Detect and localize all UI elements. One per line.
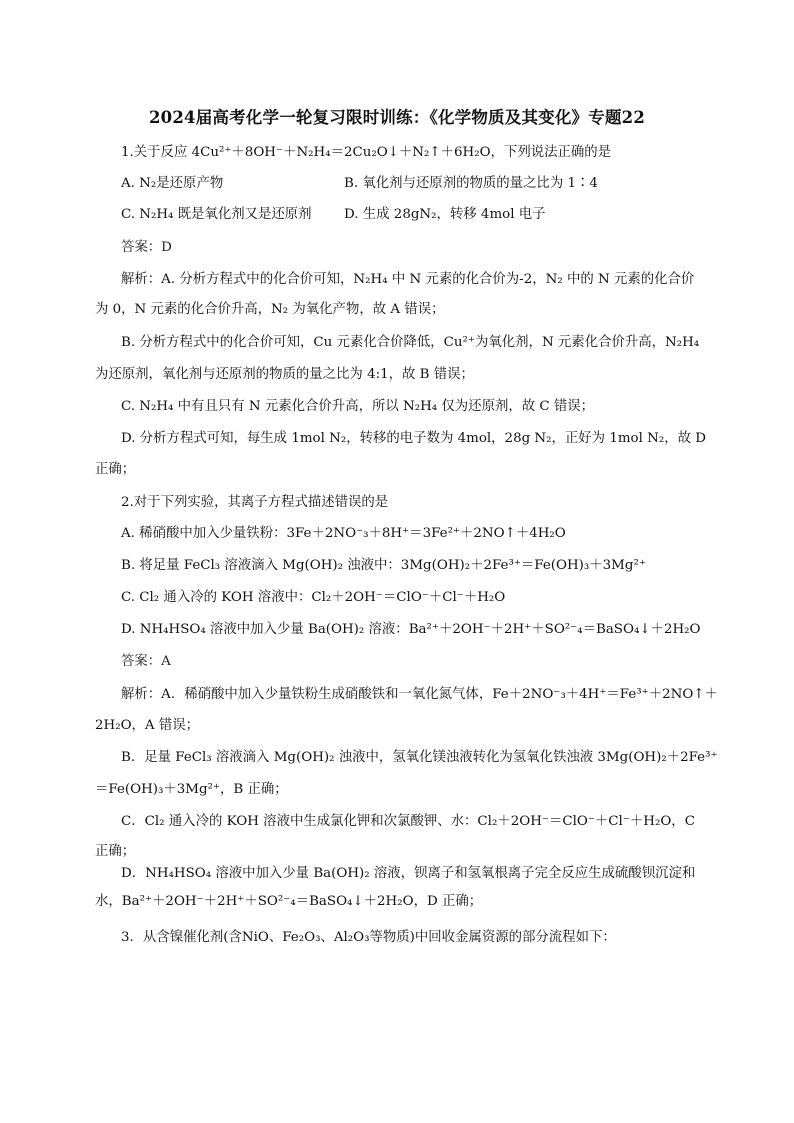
q1-option-a: A. N₂是还原产物	[121, 176, 224, 191]
q2-explanation-line: D．NH₄HSO₄ 溶液中加入少量 Ba(OH)₂ 溶液，钡离子和氢氧根离子完全反应生成硫酸钡沉淀和	[121, 866, 696, 881]
q1-explanation-line: 为 0，N 元素的化合价升高，N₂ 为氧化产物，故 A 错误；	[95, 302, 445, 317]
q1-explanation-line: 为还原剂，氧化剂与还原剂的物质的量之比为 4:1，故 B 错误；	[95, 367, 474, 382]
page-title: 2024届高考化学一轮复习限时训练：《化学物质及其变化》专题22	[148, 108, 646, 127]
q1-explanation-line: C. N₂H₄ 中有且只有 N 元素化合价升高，所以 N₂H₄ 仅为还原剂，故 C 错误；	[121, 399, 595, 414]
q2-option-c: C. Cl₂ 通入冷的 KOH 溶液中：Cl₂＋2OH⁻＝ClO⁻＋Cl⁻＋H₂O	[121, 590, 506, 605]
q2-answer: 答案：A	[121, 654, 171, 669]
q2-option-b: B. 将足量 FeCl₃ 溶液滴入 Mg(OH)₂ 浊液中：3Mg(OH)₂＋2Fe³⁺＝Fe(OH)₃＋3Mg²⁺	[121, 558, 646, 573]
q1-option-c: C. N₂H₄ 既是氧化剂又是还原剂	[121, 207, 312, 222]
q2-explanation-line: 正确；	[95, 844, 136, 859]
q2-stem: 2.对于下列实验，其离子方程式描述错误的是	[121, 495, 389, 510]
q1-option-b: B. 氧化剂与还原剂的物质的量之比为 1∶4	[344, 176, 598, 191]
q1-explanation-line: B. 分析方程式中的化合价可知，Cu 元素化合价降低，Cu²⁺为氧化剂，N 元素化合价升高，N₂H₄	[121, 335, 700, 350]
q1-stem: 1.关于反应 4Cu²⁺＋8OH⁻＋N₂H₄＝2Cu₂O↓＋N₂↑＋6H₂O，下列说法正确的是	[121, 145, 612, 160]
q2-explanation-line: B．足量 FeCl₃ 溶液滴入 Mg(OH)₂ 浊液中，氢氧化镁浊液转化为氢氧化铁浊液 3Mg(OH)₂＋2Fe³⁺	[121, 750, 718, 765]
q2-explanation-line: C．Cl₂ 通入冷的 KOH 溶液中生成氯化钾和次氯酸钾、水：Cl₂＋2OH⁻＝ClO⁻＋Cl⁻＋H₂O，C	[121, 814, 695, 829]
q2-option-d: D. NH₄HSO₄ 溶液中加入少量 Ba(OH)₂ 溶液：Ba²⁺＋2OH⁻＋2H⁺＋SO²⁻₄＝BaSO₄↓＋2H₂O	[121, 622, 701, 637]
q2-explanation-line: 解析：A．稀硝酸中加入少量铁粉生成硝酸铁和一氧化氮气体，Fe＋2NO⁻₃＋4H⁺＝Fe³⁺＋2NO↑＋	[121, 687, 718, 702]
q1-answer: 答案：D	[121, 240, 172, 255]
q3-stem: 3．从含镍催化剂(含NiO、Fe₂O₃、Al₂O₃等物质)中回收金属资源的部分流程如下：	[121, 930, 616, 945]
q2-explanation-line: ＝Fe(OH)₃＋3Mg²⁺，B 正确；	[95, 782, 288, 797]
q1-explanation-line: 解析：A. 分析方程式中的化合价可知，N₂H₄ 中 N 元素的化合价为-2，N₂ 中的 N 元素的化合价	[121, 272, 695, 287]
q1-explanation-line: D. 分析方程式可知，每生成 1mol N₂，转移的电子数为 4mol，28g N₂，正好为 1mol N₂，故 D	[121, 431, 707, 446]
q1-explanation-line: 正确；	[95, 462, 136, 477]
q2-explanation-line: 2H₂O，A 错误；	[95, 718, 200, 733]
q2-explanation-line: 水，Ba²⁺＋2OH⁻＋2H⁺＋SO²⁻₄＝BaSO₄↓＋2H₂O，D 正确；	[95, 894, 483, 909]
q1-option-d: D. 生成 28gN₂，转移 4mol 电子	[344, 207, 546, 222]
q2-option-a: A. 稀硝酸中加入少量铁粉：3Fe＋2NO⁻₃＋8H⁺＝3Fe²⁺＋2NO↑＋4H₂O	[121, 526, 566, 541]
